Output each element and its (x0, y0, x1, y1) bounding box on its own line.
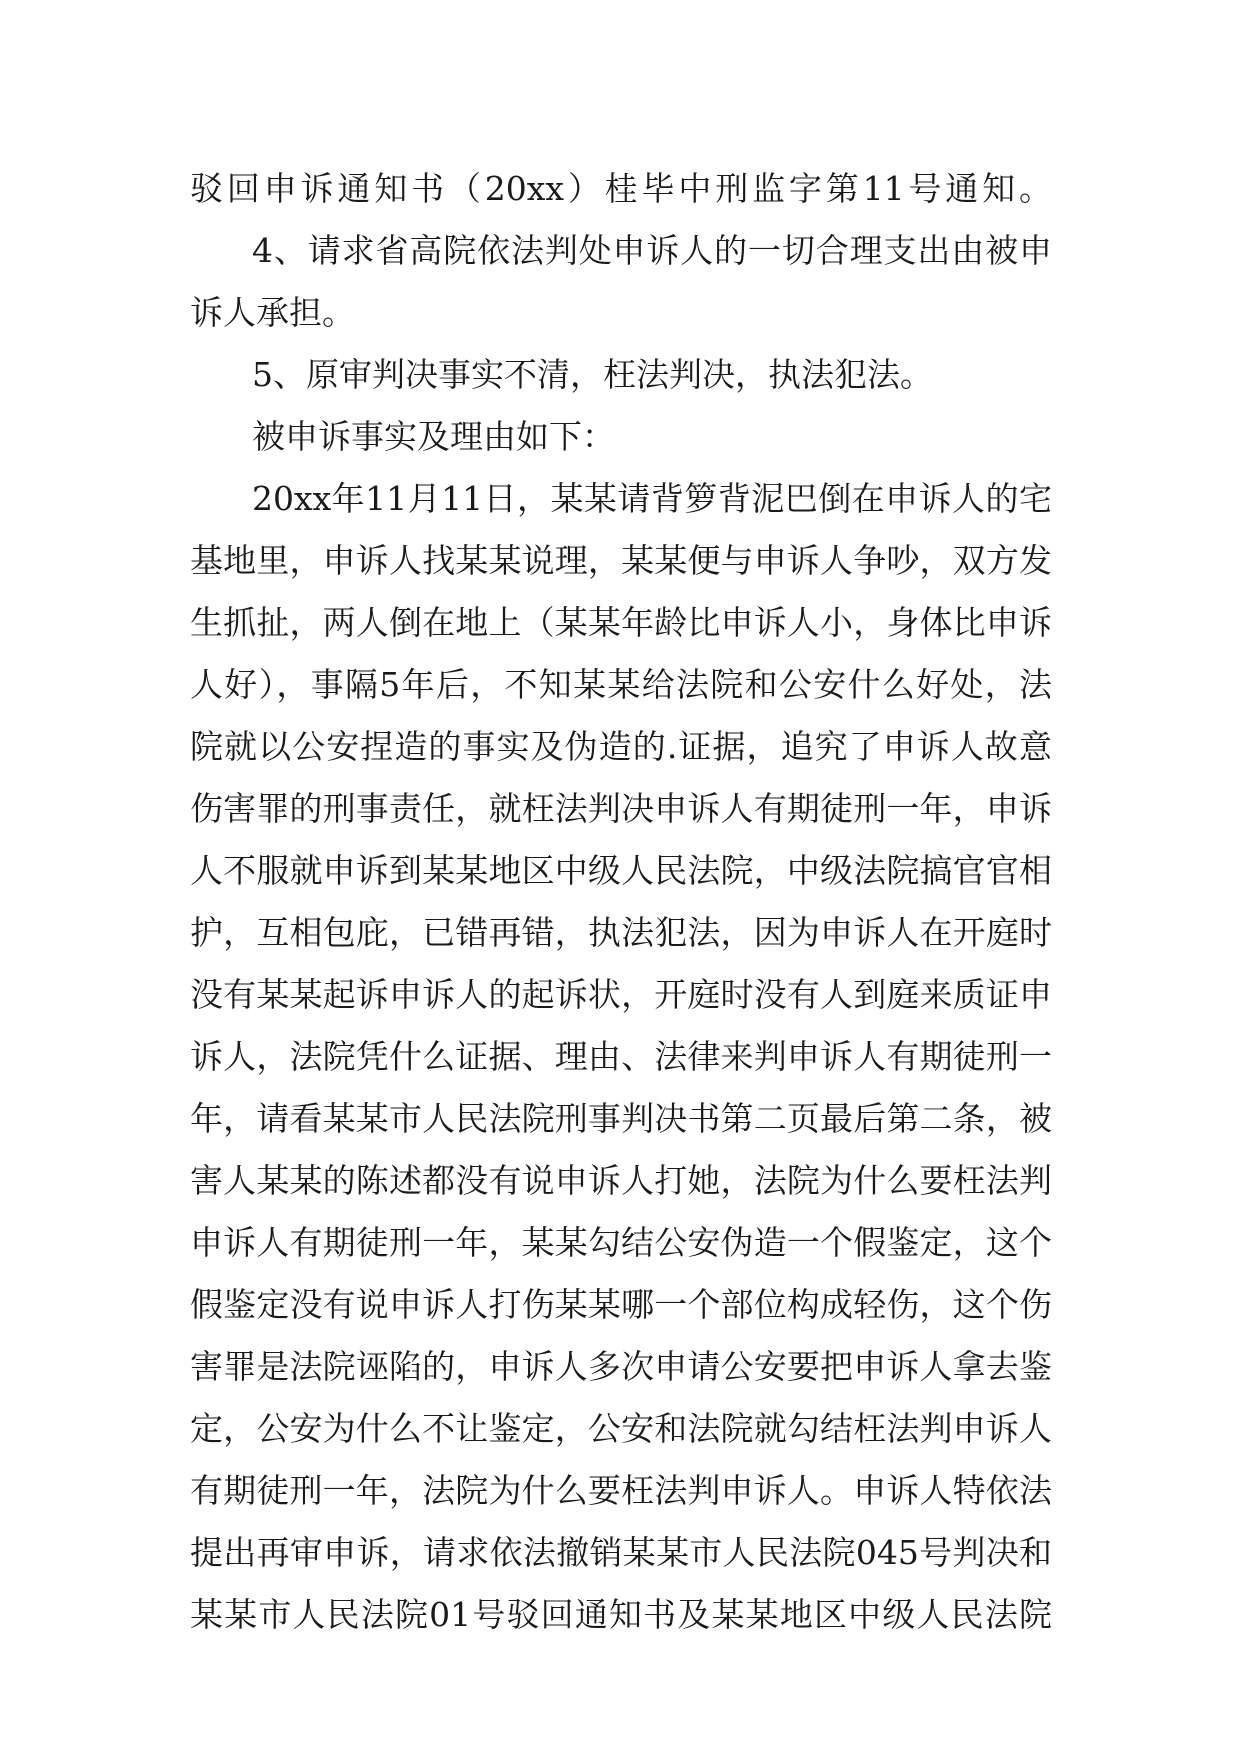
paragraph-line: 申诉人有期徒刑一年，某某勾结公安伪造一个假鉴定，这个 (190, 1223, 1052, 1262)
paragraph-line: 假鉴定没有说申诉人打伤某某哪一个部位构成轻伤，这个伤 (190, 1285, 1052, 1324)
paragraph-line: 有期徒刑一年，法院为什么要枉法判申诉人。申诉人特依法 (190, 1471, 1052, 1510)
paragraph-line: 害人某某的陈述都没有说申诉人打她，法院为什么要枉法判 (190, 1161, 1052, 1200)
paragraph-line: 院就以公安捏造的事实及伪造的.证据，追究了申诉人故意 (190, 727, 1052, 766)
paragraph-line: 提出再审申诉，请求依法撤销某某市人民法院045号判决和 (190, 1533, 1052, 1572)
paragraph-line: 5、原审判决事实不清，枉法判决，执法犯法。 (252, 355, 933, 394)
paragraph-line: 某某市人民法院01号驳回通知书及某某地区中级人民法院 (190, 1595, 1052, 1634)
paragraph-line: 20xx年11月11日，某某请背箩背泥巴倒在申诉人的宅 (252, 479, 1052, 518)
paragraph-line: 人好），事隔5年后，不知某某给法院和公安什么好处，法 (190, 665, 1052, 704)
paragraph-line: 诉人承担。 (190, 293, 355, 332)
paragraph-line: 4、请求省高院依法判处申诉人的一切合理支出由被申 (252, 231, 1052, 270)
document-body (190, 158, 1052, 1646)
paragraph-line: 基地里，申诉人找某某说理，某某便与申诉人争吵，双方发 (190, 541, 1052, 580)
paragraph-line: 伤害罪的刑事责任，就枉法判决申诉人有期徒刑一年，申诉 (190, 789, 1052, 828)
paragraph-line: 护，互相包庇，已错再错，执法犯法，因为申诉人在开庭时 (190, 913, 1052, 952)
paragraph-line: 人不服就申诉到某某地区中级人民法院，中级法院搞官官相 (190, 851, 1052, 890)
paragraph-line: 害罪是法院诬陷的，申诉人多次申请公安要把申诉人拿去鉴 (190, 1347, 1052, 1386)
paragraph-line: 定，公安为什么不让鉴定，公安和法院就勾结枉法判申诉人 (190, 1409, 1052, 1448)
paragraph-line: 被申诉事实及理由如下： (252, 417, 615, 456)
paragraph-line: 驳回申诉通知书（20xx）桂毕中刑监字第11号通知。 (190, 169, 1052, 208)
paragraph-line: 诉人，法院凭什么证据、理由、法律来判申诉人有期徒刑一 (190, 1037, 1052, 1076)
paragraph-line: 没有某某起诉申诉人的起诉状，开庭时没有人到庭来质证申 (190, 975, 1052, 1014)
paragraph-line: 年，请看某某市人民法院刑事判决书第二页最后第二条，被 (190, 1099, 1052, 1138)
paragraph-line: 生抓扯，两人倒在地上（某某年龄比申诉人小，身体比申诉 (190, 603, 1052, 642)
